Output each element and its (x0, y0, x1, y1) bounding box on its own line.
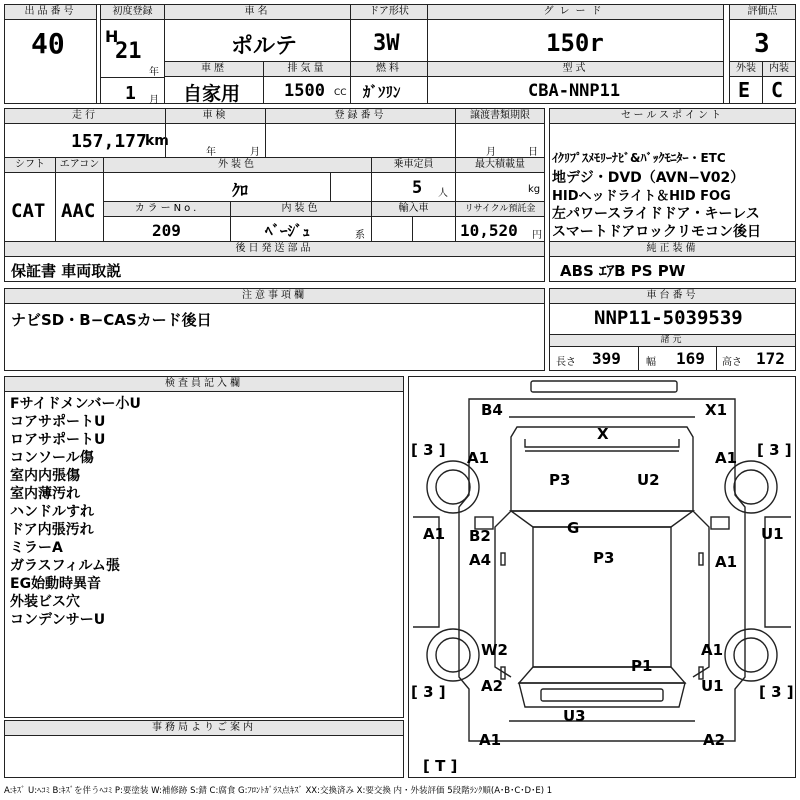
chassis-number: NNP11-5039539 (594, 307, 743, 329)
carname: ポルテ (231, 34, 298, 59)
door-type: 3W (373, 31, 400, 56)
diagram-label-3-front-right: [ 3 ] (757, 441, 792, 459)
model: CBA-NNP11 (528, 81, 621, 101)
diagram-label-a1-right-door: A1 (715, 553, 738, 571)
diagram-label-u1-rear-quarter: U1 (701, 677, 724, 695)
transfer-label: 譲渡書類期限 (456, 109, 544, 124)
capacity-unit: 人 (438, 188, 448, 199)
shift-label: シフト (5, 158, 55, 173)
sales-line-2: 地デジ・DVD（AVN−V02） (552, 170, 745, 186)
inspector-cell (4, 376, 404, 718)
inspection-month-unit: 月 (250, 147, 260, 158)
lot-number: 40 (31, 27, 65, 60)
door-label: ドア形状 (351, 5, 427, 20)
inspector-item: 外装ビス穴 (10, 594, 80, 610)
mileage-label: 走行 (5, 109, 165, 124)
model-cell (427, 61, 724, 104)
door-cell (350, 4, 428, 62)
reg-year: 21 (115, 39, 142, 64)
shift-cell (4, 157, 56, 242)
dims-cell (549, 334, 796, 371)
grade-label: グレード (428, 5, 723, 20)
equipment-cell (549, 241, 796, 282)
inspector-list (10, 395, 141, 629)
diagram-label-a1-front-right: A1 (715, 449, 738, 467)
ext-cell (729, 61, 763, 104)
import-cell (371, 201, 456, 242)
diagram-label-a1-front-left: A1 (467, 449, 490, 467)
carname-cell (164, 4, 351, 62)
lot-cell (4, 4, 97, 104)
diagram-label-u3: U3 (563, 707, 586, 725)
regno-cell (265, 108, 456, 158)
ext-grade: E (738, 78, 751, 102)
recycle: 10,520 (460, 221, 518, 240)
notes: ナビSD・B−CASカード後日 (11, 311, 212, 329)
diagram-label-a1-rear: A1 (479, 731, 502, 749)
diagram-label-p3-roof: P3 (593, 549, 615, 567)
damage-legend: A:ｷｽﾞ U:ﾍｺﾐ B:ｷｽﾞを伴うﾍｺﾐ P:要塗装 W:補修跡 S:錆 C:腐食 G:ﾌﾛﾝﾄｶﾞﾗｽ点ｷｽﾞ XX:交換済み X:要交換 内・外装評価 5段階ﾗﾝｸ順(A･B･C･D･E) 1 (4, 786, 553, 796)
inspector-item: 室内薄汚れ (10, 486, 80, 502)
sales-line-3: HIDヘッドライト＆HID FOG (552, 189, 731, 204)
inspection-cell (165, 108, 266, 158)
fuel: ｶﾞｿﾘﾝ (363, 83, 401, 101)
int-label: 内装 (763, 62, 795, 77)
inspector-item: ガラスフィルム張 (10, 558, 120, 574)
color: ｸﾛ (232, 181, 249, 200)
car-diagram (408, 376, 796, 778)
width-label: 幅 (646, 357, 656, 368)
width: 169 (676, 349, 705, 368)
load-cell (455, 157, 545, 202)
height-label: 高さ (722, 357, 742, 368)
int-grade: C (771, 78, 784, 102)
ext-label: 外装 (730, 62, 762, 77)
diagram-label-b2: B2 (469, 527, 491, 545)
height: 172 (756, 349, 785, 368)
fuel-label: 燃料 (351, 62, 427, 77)
carname-label: 車名 (165, 5, 350, 20)
import-label: 輸入車 (372, 202, 455, 217)
diagram-label-u2: U2 (637, 471, 660, 489)
inspector-item: ハンドルすれ (10, 504, 94, 520)
colorno-label: カラーNo. (104, 202, 230, 217)
lot-label: 出品番号 (5, 5, 96, 20)
later-parts-cell (4, 241, 545, 282)
fuel-cell (350, 61, 428, 104)
ac: AAC (61, 200, 96, 222)
color-cell (103, 157, 372, 202)
inspector-item: コンデンサーU (10, 612, 106, 628)
reg-label: 初度登録 (101, 5, 164, 20)
disp-unit: CC (334, 88, 347, 98)
diagram-label-b4: B4 (481, 401, 503, 419)
mileage-cell (4, 108, 169, 158)
diagram-label-a4: A4 (469, 551, 492, 569)
transfer-month-unit: 月 (486, 147, 496, 158)
mileage-unit: km (145, 133, 169, 149)
diagram-label-u1-right-fender: U1 (761, 525, 784, 543)
displacement-cell (263, 61, 351, 104)
history-cell (164, 61, 264, 104)
diagram-label-t: [ T ] (423, 757, 458, 775)
load-label: 最大積載量 (456, 158, 544, 173)
displacement: 1500 (284, 81, 325, 101)
inspector-label: 検査員記入欄 (5, 377, 403, 392)
equipment-label: 純正装備 (550, 242, 795, 257)
grade-cell (427, 4, 724, 62)
intcolor-unit: 系 (355, 230, 365, 241)
registration-cell (100, 4, 165, 104)
recycle-label: リサイクル預託金 (456, 202, 544, 217)
model-label: 型式 (428, 62, 723, 77)
transfer-cell (455, 108, 545, 158)
load-unit: kg (528, 184, 541, 195)
inspector-item: 室内内張傷 (10, 468, 80, 484)
mileage: 157,177 (71, 131, 147, 152)
notes-label: 注意事項欄 (5, 289, 544, 304)
diagram-label-x: X (597, 425, 609, 443)
colorno-cell (103, 201, 231, 242)
score-cell (729, 4, 796, 62)
diagram-label-a1-left-fender: A1 (423, 525, 446, 543)
ac-cell (55, 157, 104, 242)
later-parts-label: 後日発送部品 (5, 242, 544, 257)
later-parts: 保証書 車両取説 (11, 262, 122, 280)
inspector-item: ドア内張汚れ (10, 522, 94, 538)
transfer-day-unit: 日 (528, 147, 538, 158)
inspector-item: EG始動時異音 (10, 576, 102, 592)
reg-month: 1 (125, 83, 136, 104)
recycle-cell (455, 201, 545, 242)
office-label: 事務局よりご案内 (5, 721, 403, 736)
diagram-label-a1-rear-quarter: A1 (701, 641, 724, 659)
ac-label: エアコン (56, 158, 103, 173)
history: 自家用 (183, 83, 241, 105)
diagram-label-p1: P1 (631, 657, 653, 675)
inspector-item: Fサイドメンバー小U (10, 396, 141, 412)
capacity-label: 乗車定員 (372, 158, 455, 173)
sales-line-5: スマートドアロックリモコン後日 (552, 224, 762, 240)
diagram-label-a2-rear: A2 (703, 731, 726, 749)
office-cell (4, 720, 404, 778)
intcolor-cell (230, 201, 372, 242)
length: 399 (592, 349, 621, 368)
score-label: 評価点 (730, 5, 795, 20)
equipment: ABS ｴｱB PS PW (560, 262, 686, 280)
inspector-item: ミラーA (10, 540, 63, 556)
recycle-unit: 円 (532, 230, 542, 241)
sales-line-1: ｲｸﾘﾌﾟｽﾒﾓﾘｰﾅﾋﾞ&ﾊﾞｯｸﾓﾆﾀｰ・ETC (552, 151, 726, 165)
inspector-item: コアサポートU (10, 414, 106, 430)
grade: 150r (546, 29, 604, 57)
dims-label: 諸元 (550, 335, 795, 347)
reg-era: H (105, 27, 119, 46)
diagram-label-a2-left-quarter: A2 (481, 677, 504, 695)
reg-year-unit: 年 (149, 67, 159, 78)
diagram-label-x1: X1 (705, 401, 728, 419)
chassis-cell (549, 288, 796, 335)
intcolor: ﾍﾞｰｼﾞｭ (265, 222, 311, 240)
capacity-cell (371, 157, 456, 202)
sales-points-cell (549, 108, 796, 242)
diagram-label-3-rear-left: [ 3 ] (411, 683, 446, 701)
diagram-label-p3-hood: P3 (549, 471, 571, 489)
history-label: 車歴 (165, 62, 263, 77)
regno-label: 登録番号 (266, 109, 455, 124)
diagram-label-g: G (567, 519, 580, 537)
diagram-label-w2: W2 (481, 641, 508, 659)
intcolor-label: 内装色 (231, 202, 371, 217)
color-label: 外装色 (104, 158, 371, 173)
diagram-label-3-front-left: [ 3 ] (411, 441, 446, 459)
notes-cell (4, 288, 545, 371)
diagram-label-3-rear-right: [ 3 ] (759, 683, 794, 701)
inspection-label: 車検 (166, 109, 265, 124)
capacity: 5 (412, 178, 423, 198)
chassis-label: 車台番号 (550, 289, 795, 304)
score: 3 (754, 29, 770, 59)
sales-line-4: 左パワースライドドア・キーレス (552, 206, 760, 222)
colorno: 209 (152, 221, 181, 240)
length-label: 長さ (556, 357, 576, 368)
inspector-item: ロアサポートU (10, 432, 106, 448)
sales-points-label: セールスポイント (550, 109, 795, 124)
disp-label: 排気量 (264, 62, 350, 77)
inspector-item: コンソール傷 (10, 450, 94, 466)
shift: CAT (11, 200, 46, 222)
inspection-year-unit: 年 (206, 147, 216, 158)
reg-month-unit: 月 (149, 95, 159, 106)
int-cell (762, 61, 796, 104)
